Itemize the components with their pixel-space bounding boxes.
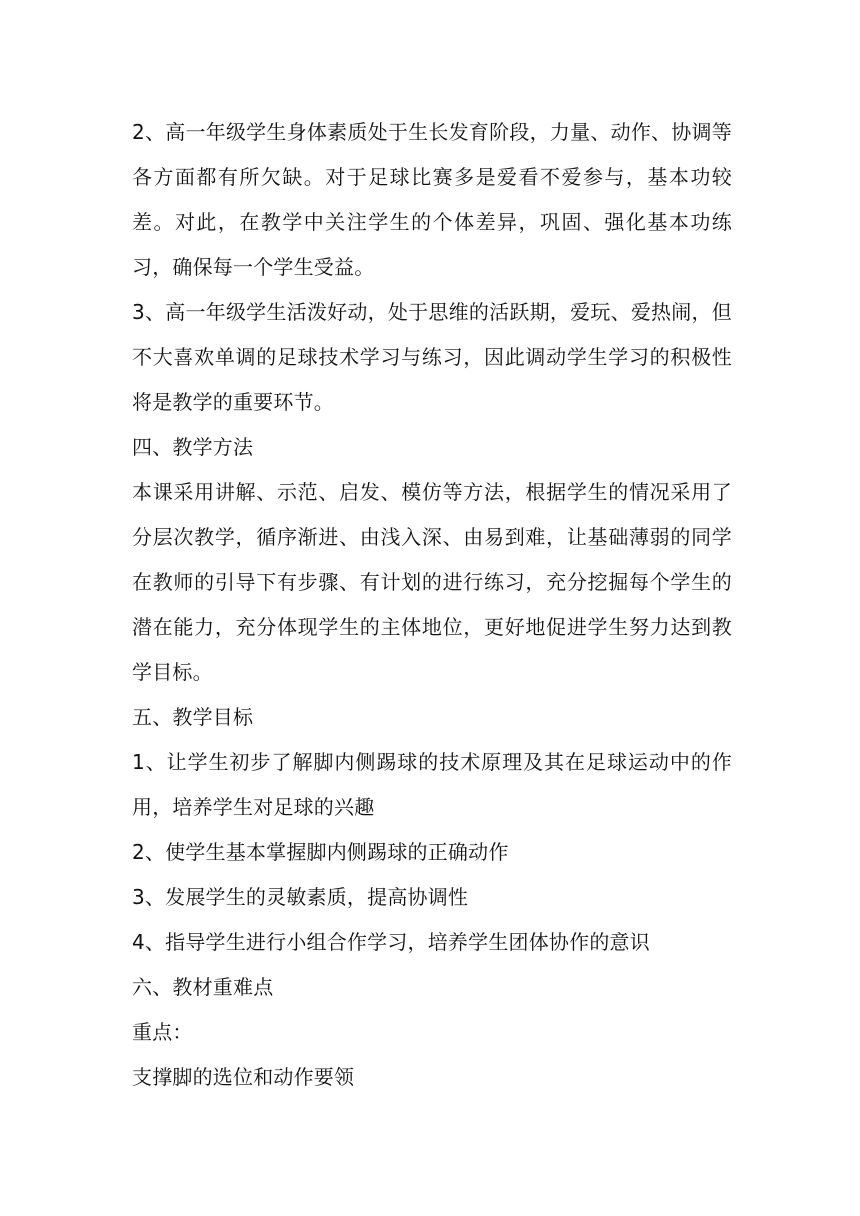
section-heading-teaching-methods: 四、教学方法 bbox=[132, 435, 254, 459]
goal-item-1: 1、让学生初步了解脚内侧踢球的技术原理及其在足球运动中的作用，培养学生对足球的兴趣 bbox=[132, 750, 732, 819]
goal-item-4: 4、指导学生进行小组合作学习，培养学生团体协作的意识 bbox=[132, 930, 650, 954]
key-point-label: 重点： bbox=[132, 1020, 193, 1044]
section-heading-key-difficult-points: 六、教材重难点 bbox=[132, 975, 274, 999]
key-point-text: 支撑脚的选位和动作要领 bbox=[132, 1065, 355, 1089]
paragraph-student-activity: 3、高一年级学生活泼好动，处于思维的活跃期，爱玩、爱热闹，但不大喜欢单调的足球技术学习与练习，因此调动学生学习的积极性将是教学的重要环节。 bbox=[132, 300, 732, 414]
document-body bbox=[132, 110, 732, 1100]
goal-item-2: 2、使学生基本掌握脚内侧踢球的正确动作 bbox=[132, 840, 509, 864]
section-heading-teaching-goals: 五、教学目标 bbox=[132, 705, 254, 729]
paragraph-student-physical-quality: 2、高一年级学生身体素质处于生长发育阶段，力量、动作、协调等各方面都有所欠缺。对于足球比赛多是爱看不爱参与，基本功较差。对此，在教学中关注学生的个体差异，巩固、强化基本功练习，确保每一个学生受益。 bbox=[132, 120, 732, 279]
paragraph-teaching-methods: 本课采用讲解、示范、启发、模仿等方法，根据学生的情况采用了分层次教学，循序渐进、由浅入深、由易到难，让基础薄弱的同学在教师的引导下有步骤、有计划的进行练习，充分挖掘每个学生的潜在能力，充分体现学生的主体地位，更好地促进学生努力达到教学目标。 bbox=[132, 480, 732, 684]
goal-item-3: 3、发展学生的灵敏素质，提高协调性 bbox=[132, 885, 469, 909]
